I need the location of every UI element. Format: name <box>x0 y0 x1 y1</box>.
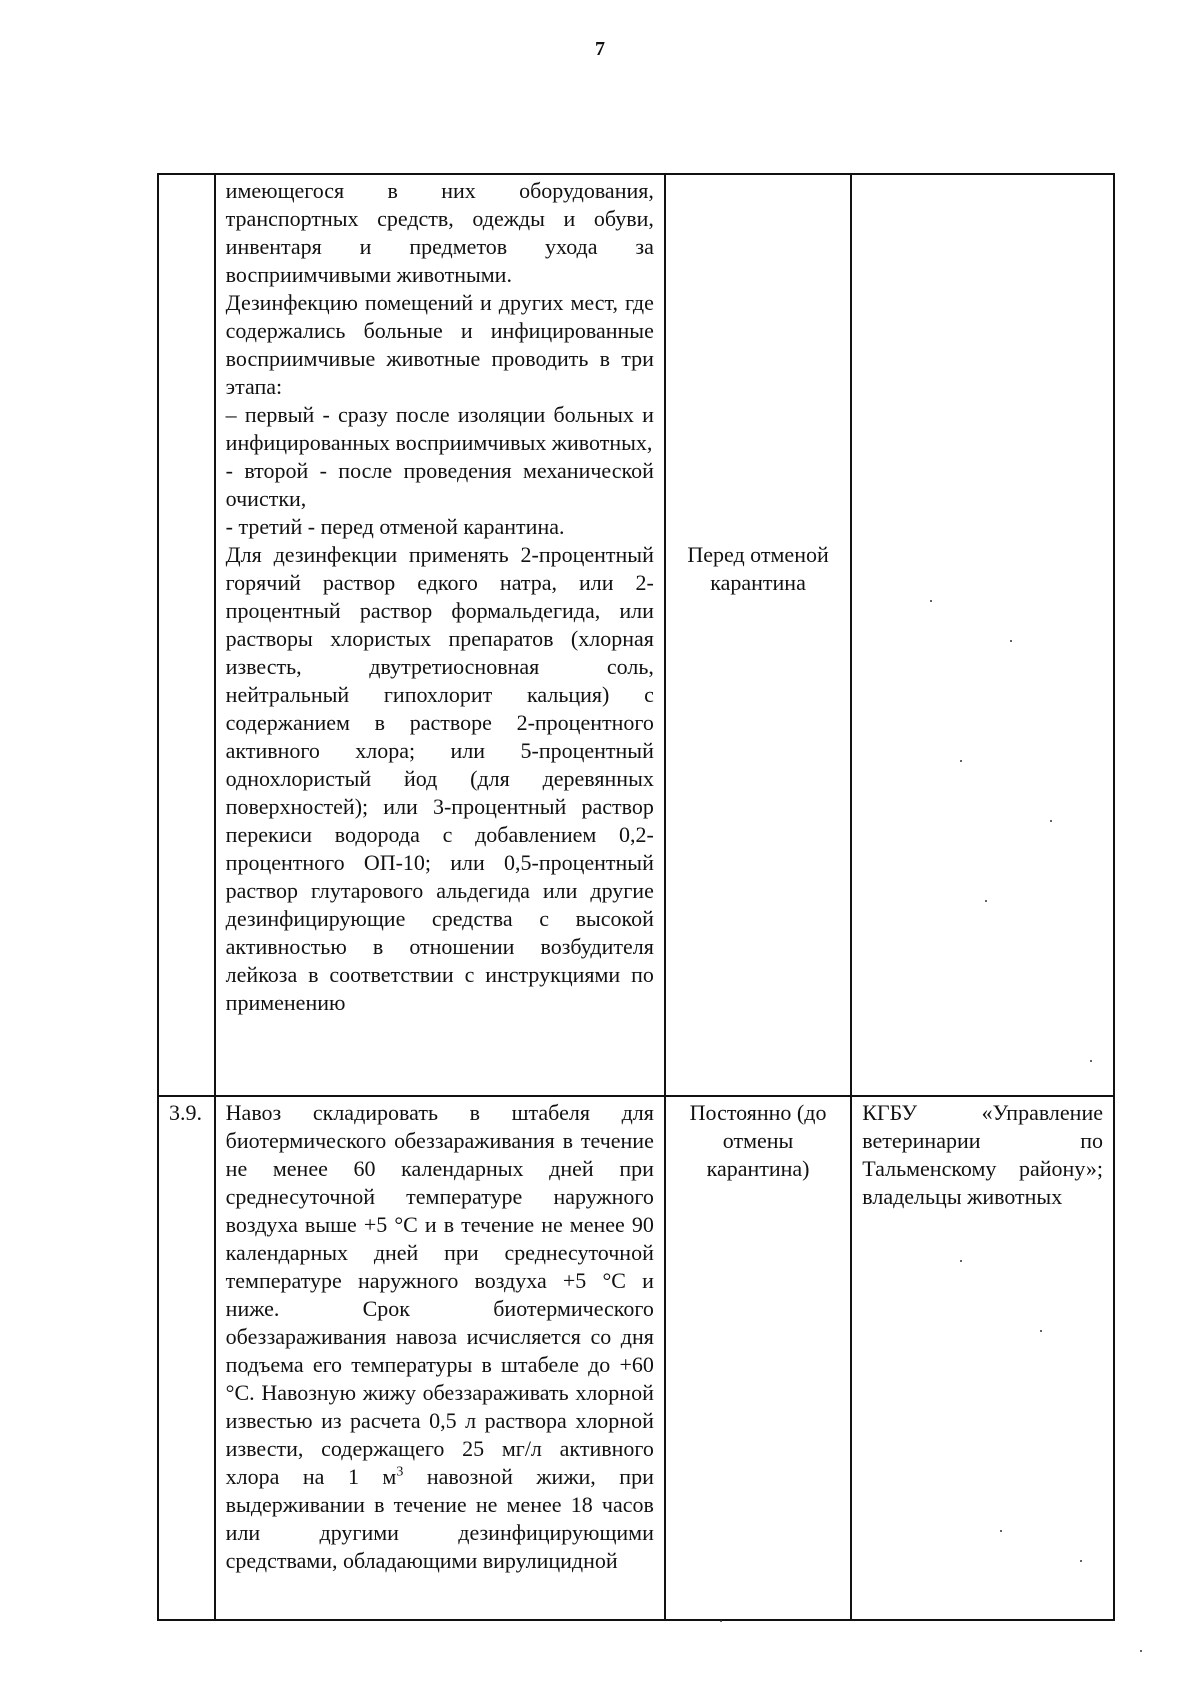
table-row <box>158 1096 1114 1620</box>
measure-text-cell <box>215 1096 665 1620</box>
measures-table <box>157 173 1115 1621</box>
deadline-text: Перед отменой карантина <box>687 542 829 595</box>
measure-text-cell <box>215 174 665 1096</box>
measure-paragraph: – первый - сразу после изоляции больных и инфицированных восприимчивых животных, <box>225 402 654 455</box>
measure-paragraph: - второй - после проведения механической очистки, <box>225 458 654 511</box>
measure-paragraph: Для дезинфекции применять 2-процентный горячий раствор едкого натра, или 2-процентный раствор формальдегида, или растворы хлористых препаратов (хлорная известь, двутретиосновная соль, нейтральный гипохлорит кальция) с содержанием в растворе 2-процентного активного хлора; или 5-процентный однохлористый йод (для деревянных поверхностей); или 3-процентный раствор перекиси водорода с добавлением 0,2-процентного ОП-10; или 0,5-процентный раствор глутарового альдегида или другие дезинфицирующие средства с высокой активностью в отношении возбудителя лейкоза в соответствии с инструкциями по применению <box>225 542 654 1015</box>
deadline-cell <box>665 174 851 1096</box>
measure-paragraph: Дезинфекцию помещений и других мест, где содержались больные и инфицированные восприимчивые животные проводить в три этапа: <box>225 290 654 399</box>
page-number: 7 <box>595 38 605 60</box>
responsible-cell <box>851 174 1114 1096</box>
measure-text-part: навозной жижи, при выдерживании в течение не менее 18 часов или другими дезинфицирующими средствами, обладающими вирулицидной <box>225 1464 654 1573</box>
table-row <box>158 174 1114 1096</box>
item-number-cell <box>158 174 215 1096</box>
measure-text-part: Навоз складировать в штабеля для биотермического обеззараживания в течение не менее 60 календарных дней при среднесуточной температуре наружного воздуха выше +5 °С и в течение не менее 90 календарных дней при среднесуточной температуре наружного воздуха +5 °С и ниже. Срок биотермического обеззараживания навоза исчисляется со дня подъема его температуры в штабеле до +60 °С. Навозную жижу обеззараживать хлорной известью из расчета 0,5 л раствора хлорной извести, содержащего 25 мг/л активного хлора на 1 м <box>225 1100 654 1489</box>
measure-paragraph: - третий - перед отменой карантина. <box>225 514 565 539</box>
responsible-cell: КГБУ «Управление ветеринарии по Тальменскому району»; владельцы животных <box>851 1096 1114 1620</box>
superscript-exponent: 3 <box>396 1464 404 1480</box>
measure-paragraph: имеющегося в них оборудования, транспортных средств, одежды и обуви, инвентаря и предметов ухода за восприимчивыми животными. <box>225 178 654 287</box>
item-number-cell: 3.9. <box>158 1096 215 1620</box>
deadline-cell: Постоянно (до отмены карантина) <box>665 1096 851 1620</box>
